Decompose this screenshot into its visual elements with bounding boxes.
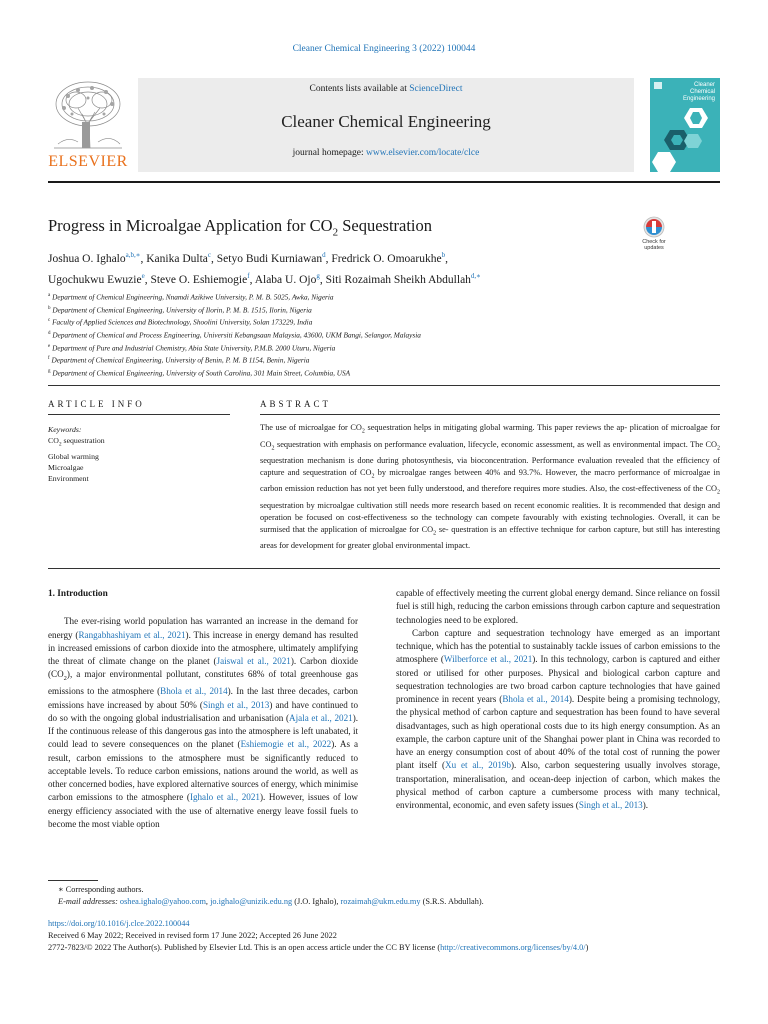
affiliation-item <box>48 315 720 328</box>
abstract-bottom-rule <box>48 568 720 569</box>
citation-link[interactable]: Wilberforce et al., 2021 <box>443 654 533 665</box>
title-subscript: 2 <box>332 226 339 239</box>
license-link[interactable]: http://creativecommons.org/licenses/by/4.0/ <box>440 943 586 952</box>
citation-link[interactable]: Jaiswal et al., 2021 <box>216 656 291 666</box>
keyword-text: CO <box>48 436 59 445</box>
article-info-heading: ARTICLE INFO <box>48 399 145 409</box>
corresponding-author-note: ∗ Corresponding authors. <box>58 885 144 894</box>
citation-link[interactable]: Xu et al., 2019b <box>445 760 512 771</box>
affiliation-key: e <box>48 343 51 349</box>
abstract-segment: favourably with existing technologies. Overall, it can be surmised that the application of microalgae for CO <box>260 512 720 534</box>
affiliation-item <box>48 328 720 341</box>
author-name: Ugochukwu Ewuzie <box>48 273 142 286</box>
keyword-text: Microalgae <box>48 462 84 472</box>
abstract-segment: microalgae ranges between 40% and 93.7%. However, the macro performance of microalgae in carbon emission <box>260 467 721 494</box>
homepage-line <box>138 148 634 158</box>
abstract-subscript: 2 <box>717 445 721 452</box>
cover-label-line: Engineering <box>682 96 715 102</box>
keywords-heading: Keywords: <box>48 425 82 434</box>
title-main: Progress in Microalgae Application for CO <box>48 216 333 235</box>
abstract-subscript: 2 <box>433 530 437 537</box>
text-subscript: 2 <box>63 675 67 683</box>
author-line <box>48 268 720 289</box>
affiliation-key: f <box>48 356 50 362</box>
contents-line <box>138 84 634 94</box>
crossmark-label-line: Check for <box>642 239 666 245</box>
affiliation-key: g <box>48 368 51 374</box>
author-name: Steve O. Eshiemogie <box>150 273 248 286</box>
abstract-segment: sequestration by microalgae cultivation still needs more research based on recent economic realities. <box>260 500 601 510</box>
crossmark-icon <box>641 216 667 238</box>
affiliation-key: b <box>48 305 51 311</box>
citation-link[interactable]: Rangabhashiyam et al., 2021 <box>78 629 186 640</box>
affiliation-text: Department of Chemical Engineering, Nnamdi Azikiwe University, P. M. B. 5025, Awka, Nigeria <box>52 292 334 302</box>
body-text: ). If the continuous release of this dangerous gas into the atmosphere is left unabated, it could lead to severe consequences on the planet ( <box>48 712 359 750</box>
email-label: E-mail addresses: <box>58 897 118 906</box>
author-list <box>48 247 720 289</box>
body-text: capable of effectively meeting the current global energy demand. Since reliance on fossil fuel is still high, reducing the carbon emissions through carbon capture and sequestration technologies need to be explored. <box>396 588 721 625</box>
body-text: ). This increase in energy demand has resulted in increased emissions of carbon dioxide into the atmosphere, ultimately amplifying the threat of climate change on the planet ( <box>48 629 358 666</box>
license-suffix: ) <box>585 943 589 952</box>
abstract-segment: by <box>374 467 387 477</box>
author-separator: , <box>211 252 217 265</box>
keyword-item <box>48 462 218 473</box>
author-separator: , <box>140 252 147 265</box>
author-separator: , <box>445 252 448 265</box>
email-link[interactable]: jo.ighalo@unizik.edu.ng <box>210 897 293 906</box>
affiliation-key: c <box>48 318 51 324</box>
body-text: ). Despite being a promising technology, the physical method of carbon capture and sequestration has been found to have several disadvantages, such as high operational costs due to its high energy consumption. As an example, the carbon capture unit of the Shanghai power plant in China was recorded to have an energy consumption cost of about 40% of the total cost of running the power plant itself ( <box>396 694 720 771</box>
intro-paragraph <box>48 615 358 831</box>
abstract-segment: The use of microalgae for CO <box>260 423 362 432</box>
license-prefix: 2772-7823/© 2022 The Author(s). Published by Elsevier Ltd. This is an open access article under the CC BY license ( <box>48 943 441 952</box>
abstract-segment: assessment, as well as environmental impact. The CO <box>535 439 718 449</box>
keyword-subscript: 2 <box>58 441 62 448</box>
author-affiliation-marker[interactable]: b <box>441 251 446 259</box>
intro-paragraph <box>396 627 720 813</box>
received-dates: Received 6 May 2022; Received in revised form 17 June 2022; Accepted 26 June 2022 <box>48 931 337 940</box>
body-text: ). <box>642 800 649 810</box>
author-separator: , <box>144 273 151 286</box>
affiliation-key: a <box>48 293 51 298</box>
abstract-subscript: 2 <box>717 490 720 496</box>
body-text: The ever-rising world population has warranted an increase in the demand for energy ( <box>48 616 358 640</box>
abstract-segment: questration is an effective technique for carbon capture, but still has interesting areas for development for greater <box>260 524 720 551</box>
abstract-segment: sequestration mechanism is done during photosynthesis, <box>260 456 454 465</box>
affiliation-text: Department of Chemical Engineering, University of South Carolina, 301 Main Street, Columbia, USA <box>52 368 351 378</box>
journal-title: Cleaner Chemical Engineering <box>281 112 491 131</box>
affiliation-text: Department of Chemical Engineering, University of Benin, P. M. B 1154, Benin, Nigeria <box>51 355 310 365</box>
email-separator: , <box>205 897 211 906</box>
license-line <box>48 942 728 954</box>
cover-label <box>675 82 715 103</box>
article-info-rule <box>48 414 230 415</box>
author-name: Setyo Budi Kurniawan <box>216 252 323 265</box>
citation-link[interactable]: Bhola et al., 2014 <box>160 686 228 697</box>
affiliation-item <box>48 303 720 316</box>
author-separator: , <box>319 273 326 286</box>
affiliation-item <box>48 341 720 354</box>
author-name: Alaba U. Ojo <box>254 273 317 286</box>
abstract-segment: via bioconcentration. Performance evaluation revealed that the efficiency of capture and sequestration of CO <box>260 456 720 477</box>
citation-link[interactable]: Singh et al., 2013 <box>578 800 643 810</box>
abstract-segment: sequestration with emphasis on performance evaluation, lifecycle, economic <box>274 439 534 449</box>
affiliation-text: Faculty of Applied Sciences and Biotechnology, Shoolini University, Solan 173229, India <box>52 317 313 327</box>
citation-link[interactable]: Bhola et al., 2014 <box>502 694 569 704</box>
abstract-heading: ABSTRACT <box>260 399 332 409</box>
abstract-subscript: 2 <box>371 473 375 480</box>
citation-link[interactable]: Ajala et al., 2021 <box>289 712 353 723</box>
doi-line <box>48 918 728 930</box>
email-link[interactable]: oshea.ighalo@yahoo.com <box>119 897 206 906</box>
intro-paragraph <box>396 587 720 627</box>
abstract-segment: sequestration helps in mitigating global warming. This paper reviews the ap- <box>364 423 628 432</box>
keyword-item <box>48 435 218 451</box>
keyword-text-rest: sequestration <box>61 436 105 445</box>
elsevier-tree-icon <box>48 78 128 152</box>
cover-label-line: Cleaner <box>693 82 715 88</box>
author-name: Joshua O. Ighalo <box>48 252 126 265</box>
doi-link[interactable]: https://doi.org/10.1016/j.clce.2022.100044 <box>48 919 190 928</box>
cover-label-line: Chemical <box>689 89 715 95</box>
body-text: ). As a result, carbon emissions to the atmosphere must be significantly reduced to acceptable levels. To reduce carbon emissions, nations around the world, as well as other concerned bodies, have explored alternative sources of energy, which minimise carbon emissions to the atmosphere ( <box>48 739 358 803</box>
author-affiliation-marker[interactable]: c <box>207 251 211 259</box>
journal-homepage-link[interactable]: www.elsevier.com/locate/clce <box>366 148 480 158</box>
email-owner: (J.O. Ighalo), <box>292 897 341 906</box>
affiliation-text: Department of Chemical Engineering, University of Ilorin, P. M. B. 1515, Ilorin, Nigeria <box>52 305 312 315</box>
abstract-rule <box>260 414 720 415</box>
author-separator: , <box>325 252 332 265</box>
intro-column-right <box>396 587 720 812</box>
masthead <box>48 78 720 172</box>
journal-citation[interactable]: Cleaner Chemical Engineering 3 (2022) 100044 <box>292 44 476 54</box>
keyword-item <box>48 451 218 462</box>
body-text: ). Also, carbon sequestering usually involves storage, transportation, mineralisation, and ocean-deep injection of carbon, which makes the physical method of carbon capture a cumbersome process with many technical, environmental, economic, and even safety issues ( <box>396 760 720 810</box>
journal-cover[interactable] <box>650 78 720 172</box>
keyword-list <box>48 435 218 484</box>
body-text: Carbon capture and sequestration technology have emerged as an important technique, which has the potential to sustainably tackle issues of carbon emissions to the atmosphere ( <box>396 627 720 665</box>
footnote-divider <box>48 880 98 881</box>
sciencedirect-link[interactable]: ScienceDirect <box>409 84 463 94</box>
crossmark-label-line: updates <box>644 245 664 251</box>
citation-link[interactable]: Ighalo et al., 2021 <box>189 792 260 803</box>
email-owner: (S.R.S. Abdullah). <box>420 897 484 906</box>
intro-column-left <box>48 588 358 831</box>
article-title <box>48 216 432 238</box>
abstract-segment: se- <box>436 524 449 534</box>
affiliation-item <box>48 353 720 366</box>
author-separator: , <box>249 273 255 286</box>
body-text: ). In the last three decades, carbon emissions have increased by about 50% ( <box>48 686 358 710</box>
author-affiliation-marker[interactable]: d,∗ <box>470 271 481 280</box>
affiliation-text: Department of Chemical and Process Engineering, Universiti Kebangsaan Malaysia, 43600, UKM Bangi, Selangor, Malaysia <box>52 330 421 340</box>
citation-link[interactable]: Singh et al., 2013 <box>202 699 270 710</box>
author-name: Kanika Dulta <box>146 252 208 265</box>
body-text: ). However, issues of low energy efficiency associated with the use of alternative energy leave fossil fuels to become the most viable option <box>48 792 358 829</box>
body-text: ). In this technology, carbon is captured and either stored or utilised for other purposes. Physical and biological carbon capture and sequestration technologies are two broad carbon capture technologies that have gained prominence in recent years ( <box>396 654 721 704</box>
check-for-updates-badge[interactable] <box>636 216 672 251</box>
elsevier-logo[interactable] <box>48 78 128 172</box>
author-name: Fredrick O. Omoarukhe <box>331 252 442 265</box>
affiliation-item <box>48 366 720 379</box>
publisher-name: ELSEVIER <box>48 153 128 170</box>
body-text: ), a major environmental pollutant, constitutes 68% of total greenhouse gas emissions to the atmosphere ( <box>48 669 358 697</box>
section-heading-introduction: 1. Introduction <box>48 589 108 599</box>
abstract-segment: reduction has not yet been fully understood, and therefore requires more studies. Also, the cost-effectiveness of <box>316 484 691 494</box>
homepage-prefix: journal homepage: <box>292 148 364 158</box>
abstract-text <box>260 422 720 552</box>
author-affiliation-marker[interactable]: e <box>141 271 145 280</box>
contents-prefix: Contents lists available at <box>309 84 407 94</box>
body-text: ). Carbon dioxide (CO <box>48 656 359 680</box>
body-text: ) and have continued to do so with the ongoing global industrialisation and urbanisation ( <box>48 699 359 723</box>
keyword-text: Environment <box>48 473 89 483</box>
abstract-segment: It is recommended that design and operation be focused on cost-effectiveness so the technology can compete <box>260 500 720 522</box>
affiliation-divider <box>48 385 720 386</box>
author-affiliation-marker[interactable]: g <box>316 271 320 280</box>
affiliation-text: Department of Pure and Industrial Chemistry, Abia State University, P.M.B. 2000 Uturu, Nigeria <box>52 342 336 352</box>
affiliation-item <box>48 290 720 303</box>
affiliation-key: d <box>48 330 51 336</box>
author-affiliation-marker[interactable]: d <box>322 251 326 259</box>
journal-header-box <box>138 78 634 172</box>
author-affiliation-marker[interactable]: f <box>247 271 250 280</box>
abstract-subscript: 2 <box>361 428 365 435</box>
author-line <box>48 247 720 268</box>
email-link[interactable]: rozaimah@ukm.edu.my <box>340 897 421 906</box>
abstract-segment: global environmental impact. <box>372 541 471 551</box>
affiliation-list <box>48 290 720 378</box>
keyword-text: Global warming <box>48 451 99 461</box>
author-name: Siti Rozaimah Sheikh Abdullah <box>325 273 471 286</box>
keywords-block <box>48 424 218 484</box>
citation-link[interactable]: Eshiemogie et al., 2022 <box>240 739 332 750</box>
abstract-subscript: 2 <box>271 445 275 452</box>
title-end: Sequestration <box>338 216 433 235</box>
author-affiliation-marker[interactable]: a,b,∗ <box>125 251 141 259</box>
header-divider <box>48 181 720 183</box>
email-footnote <box>58 896 718 907</box>
abstract-segment: the CO <box>692 484 717 494</box>
abstract-segment: plication of microalgae for CO <box>260 423 721 449</box>
keyword-item <box>48 473 218 484</box>
